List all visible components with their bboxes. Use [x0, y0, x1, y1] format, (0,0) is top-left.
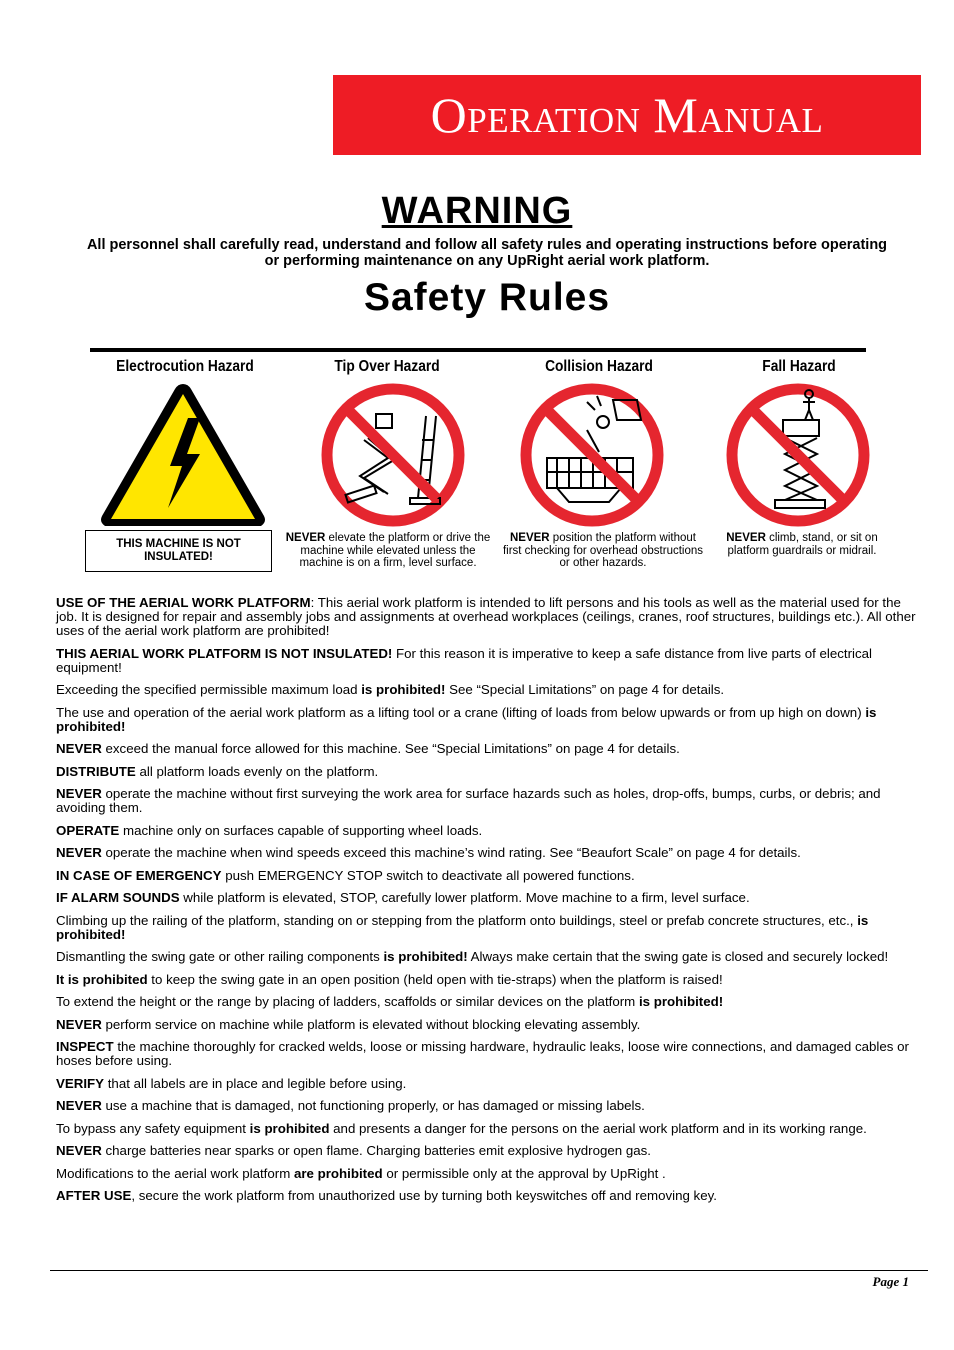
rule-emphasis: is prohibited! [383, 949, 468, 964]
safety-rule [56, 1099, 924, 1113]
safety-rule [56, 787, 924, 815]
safety-rule [56, 1077, 924, 1091]
warning-text: All personnel shall carefully read, understand and follow all safety rules and operating instructions before operating or performing maintenance on any UpRight aerial work platform. [86, 237, 888, 269]
rule-text: Modifications to the aerial work platform [56, 1165, 294, 1181]
tip-over-caption: NEVER elevate the platform or drive the machine while elevated unless the machine is on a firm, level surface. [285, 532, 491, 570]
rule-emphasis: OPERATE [56, 822, 120, 838]
safety-rule [56, 1167, 924, 1181]
rule-emphasis: is prohibited! [56, 704, 877, 734]
rule-text: exceed the manual force allowed for this machine. See “Special Limitations” on page 4 for details. [101, 741, 680, 756]
rule-text: to keep the swing gate in an open position (held open with tie-straps) when the platform is raised! [147, 971, 723, 987]
fall-caption: NEVER climb, stand, or sit on platform guardrails or midrail. [726, 532, 878, 557]
safety-rule [56, 995, 924, 1009]
safety-rule [56, 1018, 924, 1032]
safety-rule [56, 914, 924, 942]
safety-rule [56, 869, 924, 883]
hazard-title-collision: Collision Hazard [545, 358, 653, 375]
no-collision-icon [517, 380, 667, 530]
rule-emphasis: is prohibited! [56, 912, 869, 942]
rule-text: and presents a danger for the persons on the aerial work platform and in its working range. [329, 1120, 867, 1136]
safety-rule [56, 1189, 924, 1203]
rule-text: operate the machine when wind speeds exceed this machine’s wind rating. See “Beaufort Scale” on page 4 for details. [101, 845, 801, 860]
rule-text: To bypass any safety equipment [56, 1120, 250, 1136]
safety-rule [56, 973, 924, 987]
rule-emphasis: NEVER [56, 1016, 102, 1032]
hazard-title-tip-over: Tip Over Hazard [334, 358, 440, 375]
safety-rule [56, 1144, 924, 1158]
rule-emphasis: NEVER [56, 786, 102, 801]
rule-text: push EMERGENCY STOP switch to deactivate all powered functions. [221, 867, 635, 883]
rule-text: while platform is elevated, STOP, carefully lower platform. Move machine to a firm, level surface. [179, 890, 750, 905]
rule-emphasis: AFTER USE [56, 1188, 132, 1203]
high-voltage-warning-icon [96, 380, 270, 532]
rule-text: For this reason it is imperative to keep a safe distance from live parts of electrical equipment! [56, 645, 872, 675]
rule-text: Exceeding the specified permissible maximum load [56, 682, 362, 697]
rule-text: To extend the height or the range by placing of ladders, scaffolds or similar devices on the platform [56, 994, 639, 1009]
safety-rule [56, 647, 924, 675]
hazard-title-electrocution: Electrocution Hazard [116, 358, 254, 375]
rule-emphasis: NEVER [56, 741, 102, 756]
safety-rule [56, 846, 924, 860]
no-climbing-icon [723, 380, 873, 530]
safety-rules-heading: Safety Rules [363, 276, 611, 319]
rule-emphasis: It is prohibited [56, 971, 148, 987]
rule-text: Always make certain that the swing gate is closed and securely locked! [467, 949, 889, 964]
safety-rule [56, 1122, 924, 1136]
rule-emphasis: NEVER [56, 845, 102, 860]
rule-emphasis: NEVER [56, 1143, 102, 1158]
safety-rule [56, 950, 924, 964]
rule-emphasis: THIS AERIAL WORK PLATFORM IS NOT INSULATED! [56, 645, 393, 661]
rule-emphasis: DISTRIBUTE [56, 763, 136, 779]
page-number: Page 1 [872, 1274, 909, 1289]
safety-rule [56, 891, 924, 905]
rule-text: the machine thoroughly for cracked welds, loose or missing hardware, hydraulic leaks, loose wire connections, and damaged cables or hoses before using. [56, 1039, 909, 1068]
safety-rule [56, 706, 924, 734]
rule-text: or permissible only at the approval by UpRight . [382, 1165, 666, 1181]
collision-caption: NEVER position the platform without first checking for overhead obstructions or other hazards. [502, 532, 704, 570]
rule-emphasis: are prohibited [293, 1165, 383, 1181]
rule-emphasis: NEVER [56, 1098, 102, 1113]
rule-text: See “Special Limitations” on page 4 for details. [445, 682, 725, 697]
rule-emphasis: VERIFY [56, 1075, 105, 1091]
rule-emphasis: is prohibited! [361, 682, 446, 697]
rule-text: : This aerial work platform is intended to lift persons and his tools as well as the material used for the job. It is designed for repair and assembly jobs and assignments at overhead workplaces (ceilings, cranes, roof structures, buildings etc.). All other uses of the aerial work platform are prohibited! [56, 595, 916, 638]
footer-divider [50, 1270, 928, 1271]
warning-heading: WARNING [381, 190, 573, 232]
rule-text: , secure the work platform from unauthorized use by turning both keyswitches off and removing key. [131, 1188, 717, 1203]
rule-emphasis: is prohibited! [638, 994, 724, 1009]
safety-rule [56, 683, 924, 697]
rule-text: use a machine that is damaged, not functioning properly, or has damaged or missing labels. [101, 1098, 645, 1113]
rule-text: all platform loads evenly on the platform. [135, 763, 379, 779]
rule-text: Climbing up the railing of the platform, standing on or stepping from the platform onto buildings, steel or prefab concrete structures, etc., [56, 912, 858, 928]
rule-text: machine only on surfaces capable of supporting wheel loads. [119, 822, 483, 838]
rule-text: The use and operation of the aerial work platform as a lifting tool or a crane (lifting of loads from below upwards or from up high on down) [56, 704, 866, 720]
manual-title: Operation Manual [430, 87, 824, 143]
safety-rule [56, 1040, 924, 1068]
section-divider [90, 348, 866, 352]
safety-rule [56, 742, 924, 756]
safety-rule [56, 596, 924, 638]
rule-emphasis: INSPECT [56, 1039, 114, 1054]
rule-emphasis: USE OF THE AERIAL WORK PLATFORM [56, 595, 311, 610]
rule-text: perform service on machine while platform is elevated without blocking elevating assembly. [101, 1016, 641, 1032]
no-tip-over-icon [318, 380, 468, 530]
rule-emphasis: IN CASE OF EMERGENCY [56, 867, 222, 883]
safety-rule [56, 824, 924, 838]
rule-emphasis: is prohibited [249, 1120, 330, 1136]
safety-rules-list [56, 596, 924, 1212]
not-insulated-label: THIS MACHINE IS NOT INSULATED! [85, 530, 272, 572]
rule-text: Dismantling the swing gate or other railing components [56, 949, 384, 964]
manual-title-banner [333, 75, 921, 155]
safety-rule [56, 765, 924, 779]
rule-text: that all labels are in place and legible before using. [104, 1075, 407, 1091]
rule-text: operate the machine without first surveying the work area for surface hazards such as holes, drop-offs, bumps, curbs, or debris; and avoiding them. [56, 786, 881, 815]
hazard-title-fall: Fall Hazard [762, 358, 836, 375]
rule-emphasis: IF ALARM SOUNDS [56, 890, 180, 905]
rule-text: charge batteries near sparks or open flame. Charging batteries emit explosive hydrogen gas. [101, 1143, 651, 1158]
